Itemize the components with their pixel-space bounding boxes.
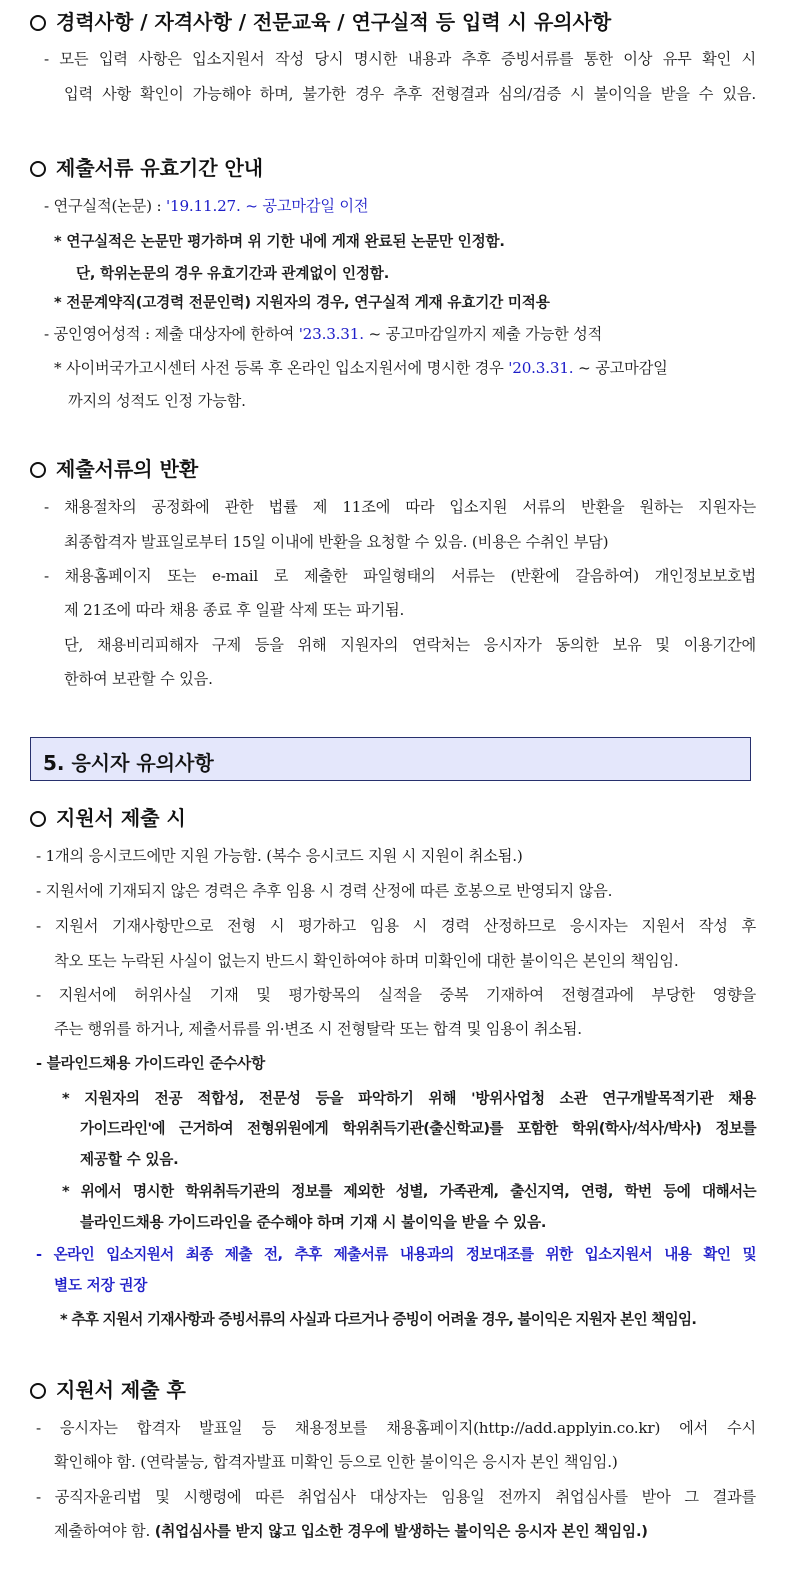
- circle-bullet-icon: [30, 1383, 46, 1399]
- english-suffix: ~ 공고마감일까지 제출 가능한 성적: [363, 325, 603, 343]
- after-line-2b-bold: (취업심사를 받지 않고 입소한 경우에 발생하는 불이익은 응시자 본인 책임임.): [154, 1523, 648, 1540]
- return-line-1: - 채용절차의 공정화에 관한 법률 제 11조에 따라 입소지원 서류의 반환을 원하는 지원자는: [44, 498, 756, 516]
- return-line-3: - 채용홈페이지 또는 e-mail 로 제출한 파일형태의 서류는 (반환에 갈음하여) 개인정보보호법: [44, 567, 756, 585]
- heading-after-submission: [30, 1374, 186, 1403]
- cyber-suffix: ~ 공고마감일: [573, 359, 668, 377]
- cyber-center-line-2: 까지의 성적도 인정 가능함.: [68, 392, 246, 410]
- heading-document-validity: [30, 152, 263, 181]
- section-5-title: 5. 응시자 유의사항: [43, 751, 214, 775]
- heading-on-submission: [30, 802, 186, 831]
- research-period-line: [44, 195, 368, 216]
- blind-item-2b: 블라인드채용 가이드라인을 준수해야 하며 기재 시 불이익을 받을 수 있음.: [80, 1214, 547, 1231]
- heading-text: 제출서류의 반환: [56, 457, 199, 481]
- submit-line-3a: - 지원서 기재사항만으로 전형 시 평가하고 임용 시 경력 산정하므로 응시자는 지원서 작성 후: [36, 917, 756, 935]
- after-line-2b-plain: 제출하여야 함.: [54, 1522, 155, 1540]
- return-line-6: 한하여 보관할 수 있음.: [64, 670, 213, 688]
- heading-text: 지원서 제출 시: [56, 806, 186, 830]
- heading-text: 지원서 제출 후: [56, 1378, 186, 1402]
- heading-document-return: [30, 453, 198, 482]
- submit-line-2: - 지원서에 기재되지 않은 경력은 추후 임용 시 경력 산정에 따른 호봉으로 반영되지 않음.: [36, 882, 613, 900]
- heading-text: 제출서류 유효기간 안내: [56, 156, 264, 180]
- online-save-note: * 추후 지원서 기재사항과 증빙서류의 사실과 다르거나 증빙이 어려울 경우, 불이익은 지원자 본인 책임임.: [60, 1311, 697, 1328]
- blind-item-2a: * 위에서 명시한 학위취득기관의 정보를 제외한 성별, 가족관계, 출신지역, 연령, 학번 등에 대해서는: [62, 1183, 756, 1200]
- cyber-date: '20.3.31.: [508, 359, 574, 377]
- english-prefix: - 공인영어성적 : 제출 대상자에 한하여: [44, 325, 299, 343]
- english-date: '23.3.31.: [298, 325, 364, 343]
- submit-line-4a: - 지원서에 허위사실 기재 및 평가항목의 실적을 중복 기재하여 전형결과에 부당한 영향을: [36, 986, 756, 1004]
- circle-bullet-icon: [30, 462, 46, 478]
- blind-guideline-title: - 블라인드채용 가이드라인 준수사항: [36, 1055, 265, 1072]
- blind-item-1c: 제공할 수 있음.: [80, 1151, 179, 1168]
- cyber-center-line-1: [54, 357, 668, 378]
- section-5-title-bar: [30, 737, 751, 781]
- after-line-2a: - 공직자윤리법 및 시행령에 따른 취업심사 대상자는 임용일 전까지 취업심사를 받아 그 결과를: [36, 1488, 756, 1506]
- after-line-2b: [54, 1520, 648, 1541]
- research-note-1: * 연구실적은 논문만 평가하며 위 기한 내에 게재 완료된 논문만 인정함.: [54, 233, 505, 250]
- online-save-line-b: 별도 저장 권장: [54, 1277, 148, 1294]
- research-label: - 연구실적(논문) :: [44, 197, 167, 215]
- research-note-2: * 전문계약직(고경력 전문인력) 지원자의 경우, 연구실적 게재 유효기간 미적용: [54, 294, 550, 311]
- online-save-line-a: - 온라인 입소지원서 최종 제출 전, 추후 제출서류 내용과의 정보대조를 위한 입소지원서 내용 확인 및: [36, 1246, 756, 1263]
- circle-bullet-icon: [30, 161, 46, 177]
- research-note-1b: 단, 학위논문의 경우 유효기간과 관계없이 인정함.: [76, 265, 390, 282]
- submit-line-1: - 1개의 응시코드에만 지원 가능함. (복수 응시코드 지원 시 지원이 취소됨.): [36, 847, 523, 865]
- return-line-5: 단, 채용비리피해자 구제 등을 위해 지원자의 연락처는 응시자가 동의한 보유 및 이용기간에: [64, 636, 756, 654]
- english-score-line: [44, 323, 602, 344]
- cyber-prefix: * 사이버국가고시센터 사전 등록 후 온라인 입소지원서에 명시한 경우: [54, 359, 509, 377]
- blind-item-1a: * 지원자의 전공 적합성, 전문성 등을 파악하기 위해 '방위사업청 소관 연구개발목적기관 채용: [62, 1090, 756, 1107]
- career-line-1: - 모든 입력 사항은 입소지원서 작성 당시 명시한 내용과 추후 증빙서류를 통한 이상 유무 확인 시: [44, 50, 756, 68]
- return-line-4: 제 21조에 따라 채용 종료 후 일괄 삭제 또는 파기됨.: [64, 601, 405, 619]
- blind-item-1b: 가이드라인'에 근거하여 전형위원에게 학위취득기관(출신학교)를 포함한 학위(학사/석사/박사) 정보를: [80, 1120, 756, 1137]
- heading-text: 경력사항 / 자격사항 / 전문교육 / 연구실적 등 입력 시 유의사항: [56, 10, 612, 34]
- research-date: '19.11.27. ~ 공고마감일 이전: [166, 197, 369, 215]
- after-line-1a: - 응시자는 합격자 발표일 등 채용정보를 채용홈페이지(http://add.applyin.co.kr) 에서 수시: [36, 1419, 756, 1437]
- heading-career-notes: [30, 6, 611, 35]
- circle-bullet-icon: [30, 811, 46, 827]
- circle-bullet-icon: [30, 15, 46, 31]
- submit-line-4b: 주는 행위를 하거나, 제출서류를 위·변조 시 전형탈락 또는 합격 및 임용이 취소됨.: [54, 1020, 582, 1038]
- return-line-2: 최종합격자 발표일로부터 15일 이내에 반환을 요청할 수 있음. (비용은 수취인 부담): [64, 533, 609, 551]
- career-line-2: 입력 사항 확인이 가능해야 하며, 불가한 경우 추후 전형결과 심의/검증 시 불이익을 받을 수 있음.: [64, 85, 756, 103]
- after-line-1b: 확인해야 함. (연락불능, 합격자발표 미확인 등으로 인한 불이익은 응시자 본인 책임임.): [54, 1453, 618, 1471]
- submit-line-3b: 착오 또는 누락된 사실이 없는지 반드시 확인하여야 하며 미확인에 대한 불이익은 본인의 책임임.: [54, 952, 679, 970]
